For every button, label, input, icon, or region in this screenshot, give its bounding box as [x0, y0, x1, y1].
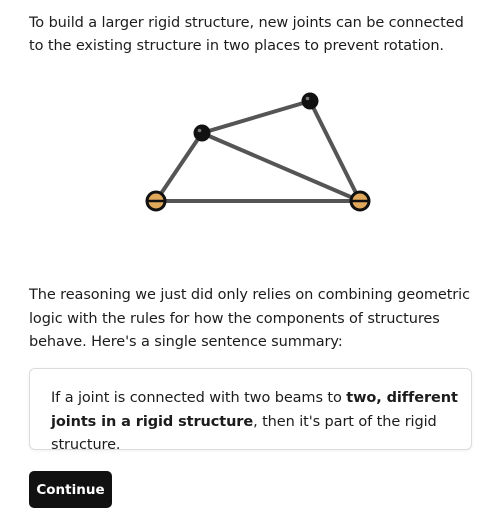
reasoning-paragraph: The reasoning we just did only relies on combining geometric logic with the rules for how the components of structures behave. Here's a single sentence summary: [29, 287, 470, 350]
beam-right [310, 101, 360, 201]
fixed-joint-right [351, 192, 369, 210]
rigid-structure-diagram [0, 80, 500, 230]
joint-top-left [194, 125, 211, 142]
beams [156, 101, 360, 201]
beam-top [202, 101, 310, 133]
summary-text-bold: two, different joints in a rigid structure [51, 390, 458, 430]
continue-button[interactable]: Continue [29, 471, 112, 508]
beam-diagonal [202, 133, 360, 201]
summary-text-part1: If a joint is connected with two beams to [51, 390, 347, 406]
fixed-joint-left [147, 192, 165, 210]
summary-text [51, 387, 461, 458]
intro-paragraph: To build a larger rigid structure, new joints can be connected to the existing structure in two places to prevent rotation. [29, 15, 464, 54]
summary-box [29, 368, 472, 453]
beam-left [156, 133, 202, 201]
joint-top-right [302, 93, 319, 110]
summary-text-part2: , then it's part of the rigid structure. [51, 413, 437, 453]
